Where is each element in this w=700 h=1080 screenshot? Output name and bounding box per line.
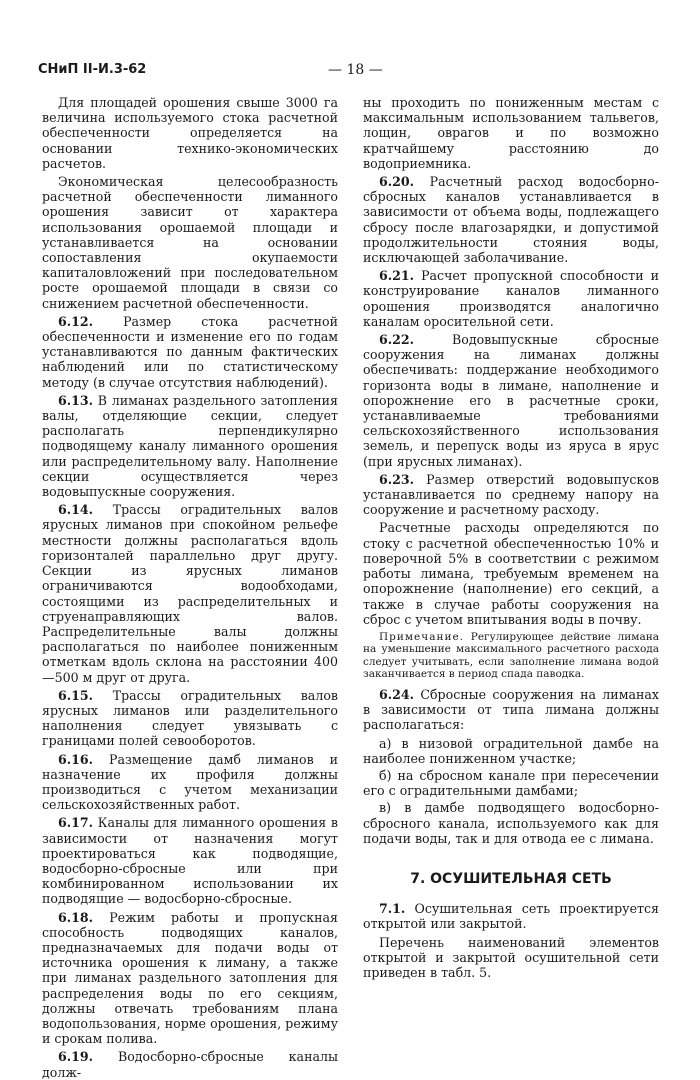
list-item: а) в низовой оградительной дамбе на наиболее пониженном участке; xyxy=(363,735,659,766)
paragraph: 6.23. Размер отверстий водовыпусков устанавливается по среднему напору на сооружение и расчетному расходу. xyxy=(363,471,659,518)
paragraph: 6.24. Сбросные сооружения на лиманах в зависимости от типа лимана должны располагаться: xyxy=(363,686,659,733)
list-item: б) на сбросном канале при пересечении его с оградительными дамбами; xyxy=(363,767,659,799)
paragraph: 6.13. В лиманах раздельного затопления валы, отделяющие секции, следует располагать перпендикулярно подводящему каналу лиманного орошения или распределительному валу. Наполнение секции осуществляется через водовыпускные сооружения. xyxy=(42,392,338,500)
paragraph: 6.20. Расчетный расход водосборно-сбросных каналов устанавливается в зависимости от объема воды, подлежащего сбросу после влагозарядки, и допустимой продолжительности стояния воды, исключающей заболачивание. xyxy=(363,174,659,266)
paragraph: 6.12. Размер стока расчетной обеспеченности и изменение его по годам устанавливаются по данным фактических наблюдений или по статистическому методу (в случае отсутствия наблюдений). xyxy=(42,313,338,390)
right-column xyxy=(363,95,659,983)
note-label: Примечание. xyxy=(379,630,465,643)
list-item: в) в дамбе подводящего водосборно-сбросного канала, используемого как для подачи воды, так и для отвода ее с лимана. xyxy=(363,800,659,846)
paragraph: Расчетные расходы определяются по стоку с расчетной обеспеченностью 10% и поверочной 5% в соответствии с режимом работы лимана, требуемым временем на опорожнение (наполнение) его секций, а также в случае работы сооружения на сброс с учетом впитывания воды в почву. xyxy=(363,520,659,627)
paragraph: ны проходить по пониженным местам с максимальным использованием тальвегов, лощин, оврагов и по возможно кратчайшему расстоянию до водоприемника. xyxy=(363,95,659,171)
paragraph: 6.16. Размещение дамб лиманов и назначение их профиля должны производиться с учетом механизации сельскохозяйственных работ. xyxy=(42,751,338,813)
page-header xyxy=(38,62,658,82)
paragraph: 6.21. Расчет пропускной способности и конструирование каналов лиманного орошения производятся аналогично каналам оросительной сети. xyxy=(363,268,659,329)
paragraph: Экономическая целесообразность расчетной обеспеченности лиманного орошения зависит от характера использования орошаемой площади и устанавливается на основании сопоставления окупаемости капиталовложений при последовательном росте орошаемой площади в связи со снижением расчетной обеспеченности. xyxy=(42,174,338,311)
paragraph: 7.1. Осушительная сеть проектируется открытой или закрытой. xyxy=(363,901,659,932)
paragraph: 6.22. Водовыпускные сбросные сооружения на лиманах должны обеспечивать: поддержание необходимого горизонта воды в лимане, наполнение и опорожнение его в расчетные сроки, устанавливаемые требованиями сельскохозяйственного использования земель, и перепуск воды из яруса в ярус (при ярусных лиманах). xyxy=(363,332,659,469)
left-column xyxy=(42,95,338,1080)
paragraph: Для площадей орошения свыше 3000 га величина используемого стока расчетной обеспеченности определяется на основании технико-экономических расчетов. xyxy=(42,95,338,171)
page-number: — 18 — xyxy=(328,62,383,78)
paragraph: 6.15. Трассы оградительных валов ярусных лиманов или разделительного наполнения следует увязывать с границами полей севооборотов. xyxy=(42,687,338,749)
paragraph: Перечень наименований элементов открытой и закрытой осушительной сети приведен в табл. 5. xyxy=(363,934,659,980)
paragraph: 6.17. Каналы для лиманного орошения в зависимости от назначения могут проектироваться как подводящие, водосборно-сбросные или при комбинированном использовании их подводящие — водосборно-сбросные. xyxy=(42,815,338,907)
note-text: Регулирующее действие лимана на уменьшение максимального расчетного расхода следует учитывать, если заполнение лимана водой заканчивается в период спада паводка. xyxy=(363,630,659,681)
paragraph: 6.14. Трассы оградительных валов ярусных лиманов при спокойном рельефе местности должны располагаться вдоль горизонталей параллельно друг другу. Секции из ярусных лиманов ограничиваются водообходами, состоящими из распределительных и струенаправляющих валов. Распределительные валы должны располагаться по наиболее пониженным отметкам вдоль склона на расстоянии 400—500 м друг от друга. xyxy=(42,502,338,685)
section-title: 7. ОСУШИТЕЛЬНАЯ СЕТЬ xyxy=(410,870,612,887)
paragraph: 6.19. Водосборно-сбросные каналы долж- xyxy=(42,1049,338,1080)
document-code: СНиП II-И.3-62 xyxy=(38,62,147,77)
note xyxy=(363,631,659,681)
paragraph: 6.18. Режим работы и пропускная способность подводящих каналов, предназначаемых для подачи воды от источника орошения к лиману, а также при лиманах раздельного затопления для распределения воды по его секциям, должны отвечать требованиям плана водопользования, норме орошения, режиму и срокам полива. xyxy=(42,909,338,1047)
